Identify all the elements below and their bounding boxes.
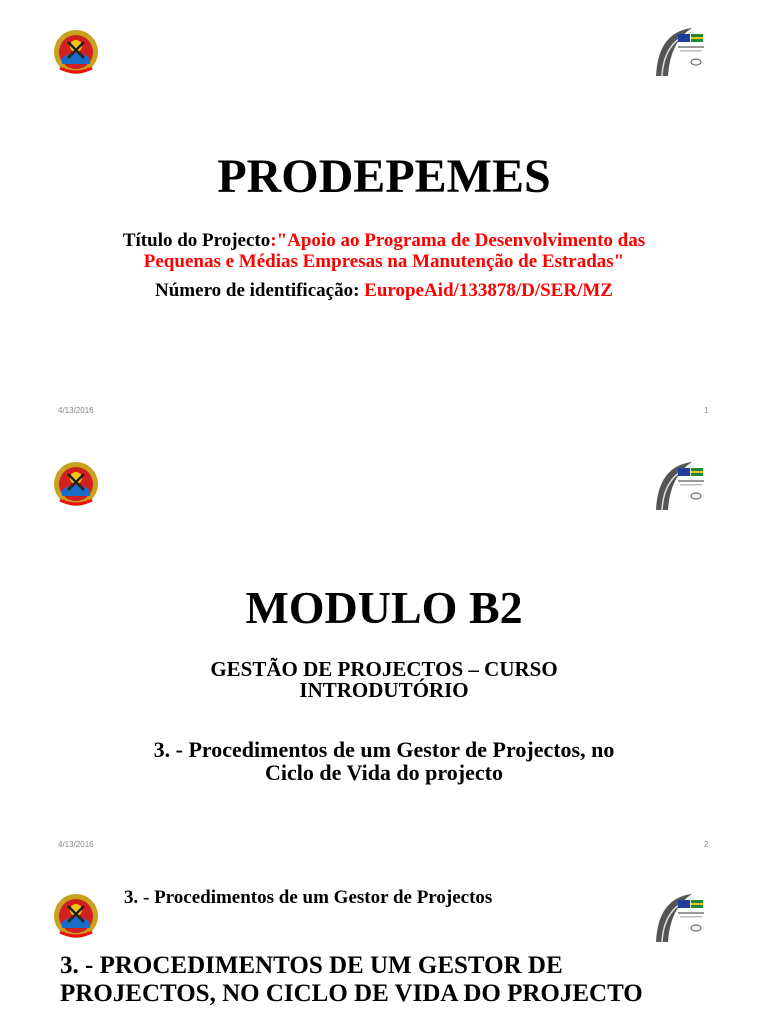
project-title-line-2: Pequenas e Médias Empresas na Manutenção de Estradas" xyxy=(143,251,625,272)
slide-date: 4/13/2016 xyxy=(58,406,94,415)
eu-project-logo-icon xyxy=(650,22,710,82)
heading-line-2: Ciclo de Vida do projecto xyxy=(265,760,503,785)
subtitle-line-1: GESTÃO DE PROJECTOS – CURSO xyxy=(210,657,558,681)
slide-date: 4/13/2016 xyxy=(58,840,94,849)
slide-title: PRODEPEMES xyxy=(217,150,551,203)
eu-project-logo-icon xyxy=(650,888,710,948)
slide-title: MODULO B2 xyxy=(245,582,523,633)
mozambique-emblem-icon xyxy=(52,28,100,76)
slide-1 xyxy=(0,0,768,435)
project-title-line-1 xyxy=(0,230,768,252)
slide-title-line-1: 3. - PROCEDIMENTOS DE UM GESTOR DE xyxy=(60,952,563,979)
slide-title-line-2: PROJECTOS, NO CICLO DE VIDA DO PROJECTO xyxy=(60,980,643,1007)
subtitle-line-2: INTRODUTÓRIO xyxy=(299,678,469,702)
slide-header: 3. - Procedimentos de um Gestor de Projectos xyxy=(124,887,493,908)
heading-line-1: 3. - Procedimentos de um Gestor de Projectos, no xyxy=(153,737,615,762)
eu-project-logo-icon xyxy=(650,456,710,516)
identification-line xyxy=(0,280,768,302)
mozambique-emblem-icon xyxy=(52,460,100,508)
slide-3 xyxy=(0,858,768,1024)
id-value: EuropeAid/133878/D/SER/MZ xyxy=(364,280,613,301)
slide-number: 2 xyxy=(704,840,709,849)
mozambique-emblem-icon xyxy=(52,892,100,940)
project-title-text: :"Apoio ao Programa de Desenvolvimento das xyxy=(270,230,646,251)
id-label: Número de identificação: xyxy=(155,280,365,301)
project-label: Título do Projecto xyxy=(122,230,271,251)
slide-2 xyxy=(0,436,768,856)
slide-number: 1 xyxy=(704,406,709,415)
